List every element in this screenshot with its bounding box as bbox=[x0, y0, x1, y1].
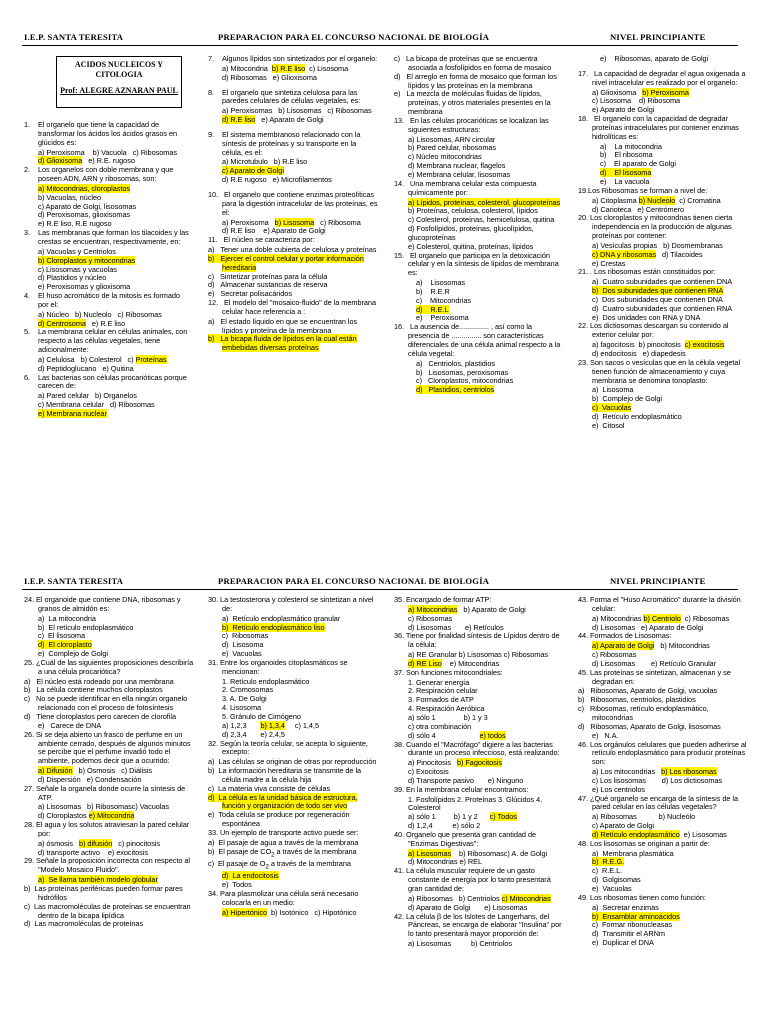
question-22: 22. Los dictiosomas descargan su contenido al exterior celular por: bbox=[578, 321, 729, 340]
column-6: 30. La testosterona y colesterol se sintetizan a nivel de: a) Retículo endoplasmático granular b) Retículo endoplasmático liso c) Ribosomas d) Lisosoma e) Vacuolas 31. Entre los organoides citoplasmáticos se mencionan: 1. Retículo endoplasmático 2. Cromosomas 3. A. De Golgi 4. Lisosoma 5. Gránulo de Cimógeno a) 1,2,3 b) 1,3,4 c) 1,4,5 d) 2,3,4 e) 2,4,5 32. Según la teoría celular, se acepta lo siguiente, excepto: a) Las células se originan de otras por reproducción b) La información hereditaria se transmite de la célula madre a la célula hija c) La materia viva consiste de células d) La célula es la unidad básica de estructura, función y organización de todo ser vivo e) Toda célula se produce por regeneración espontánea 33. Un ejemplo de transporte activo puede ser: a) El pasaje de agua a través de la membrana b) El pasaje de $CO_2$ a través de la membrana c) El pasaje de $O_2$ a través de la membrana d) La endocitosis e) Todos 34. Para plasmolizar una célula será necesario colocarla en un medio: a) Hipertónico b) Isotónico c) Hipotónico bbox=[208, 596, 380, 917]
level-label-2: NIVEL PRINCIPIANTE bbox=[610, 576, 706, 586]
header-rule-2 bbox=[22, 589, 738, 590]
question-6: 6. Las bacterias son células procarióticas porque carecen de: bbox=[24, 372, 187, 391]
question-2: 2. Los organelos con doble membrana y que poseen ADN, ARN y ribosomas, son: bbox=[24, 165, 174, 184]
question-12: 12. El modelo del "mosaico-fluido" de la membrana celular hace referencia a : bbox=[208, 298, 376, 316]
question-4: 4. El huso acromático de la mitosis es formado por el: bbox=[24, 291, 180, 309]
school-name-2: I.E.P. SANTA TERESITA bbox=[24, 576, 124, 586]
question-44: 44. Formados de Lisosomas: bbox=[578, 631, 672, 641]
question-38: 38. Cuando el "Macrófago" digiere a las bacterias durante un proceso infeccioso, está realizando: bbox=[394, 739, 560, 758]
column-4: e) Ribosomas, aparato de Golgi 17. La capacidad de degradar el agua oxigenada a nivel intracelular es realizado por el organelo: a) Glioxisoma b) Peroxisoma c) Lisosoma d) Ribosoma e) Aparato de Golgi 18. El organelo con la capacidad de degradar proteínas intracelulares por contener enzimas hidrolíticas es: a) La mitocondria b) El ribosoma c) El aparato de Golgi d) El lisosoma e) La vacuola 19.Los Ribosomas se forman a nivel de: a) Citoplasma b) Nucleolo c) Cromatina d) Carioteca e) Centrómero 20. Los cloroplastos y mitocondrias tienen cierta independencia en la producción de algunas proteínas por contener: a) Vesículas propias b) Dosmembranas c) DNA y ribosomas d) Tilacoides e) Crestas 21. . Los ribosomas están constituidos por: a) Cuatro subunidades que contienen DNA b) Dos subunidades que contienen RNA c) Dos subunidades que contienen DNA d) Cuatro subunidades que contienen RNA e) Dos unidades con RNA y DNA 22. Los dictiosomas descargan su contenido al exterior celular por: a) fagocitosis b) pinocitosis c) exocitosis d) endocitosis e) diapedesis 23. Son sacos o vesículas que en la célula vegetal tienen función de almacenamiento y cuya membrana se denomina tonoplasto: a) Lisosoma b) Complejo de Golgi c) Vacuolas d) Retículo endoplasmático e) Citosol bbox=[578, 55, 748, 431]
question-5: 5. La membrana celular en células animales, con respecto a las células vegetales, tiene adicionalmente: bbox=[24, 327, 188, 355]
question-7: 7. Algunos lípidos son sintetizados por el organelo: bbox=[208, 54, 378, 63]
question-47: 47. ¿Qué organelo se encarga de la síntesis de la pared celular en las células vegetales? bbox=[578, 793, 739, 812]
question-3: 3. Las membranas que forman los tilacoides y las crestas se encuentran, respectivamente, en: bbox=[24, 228, 189, 246]
question-36: 36. Tiene por finalidad síntesis de Lípidos dentro de la célula: bbox=[394, 631, 560, 650]
question-48: 48. Los lisosomas se originan a partir de: bbox=[578, 838, 710, 848]
question-35: 35. Encargado de formar ATP: bbox=[394, 595, 492, 604]
question-34: 34. Para plasmolizar una célula será necesario colocarla en un medio: bbox=[208, 888, 359, 907]
document-title: PREPARACION PARA EL CONCURSO NACIONAL DE BIOLOGÍA bbox=[218, 32, 490, 42]
question-41: 41. La célula muscular requiere de un gasto constante de energía por lo tanto presentará gran cantidad de: bbox=[394, 866, 551, 893]
school-name: I.E.P. SANTA TERESITA bbox=[24, 32, 124, 42]
title-box bbox=[56, 56, 182, 108]
question-43: 43. Forma el "Huso Acromático" durante la división celular: bbox=[578, 595, 741, 613]
question-11: 11. El núcleo se caracteriza por: bbox=[208, 235, 315, 245]
question-10: 10. El organelo que contiene enzimas proteolíticas para la digestión intracelular de las proteínas, es el: bbox=[208, 189, 378, 217]
question-17: 17. La capacidad de degradar el agua oxigenada a nivel intracelular es realizado por el organelo: bbox=[578, 68, 746, 87]
question-46: 46. Los orgánulos celulares que pueden adherirse al retículo endoplasmático para producir proteínas son: bbox=[578, 739, 747, 767]
question-23: 23. Son sacos o vesículas que en la célula vegetal tienen función de almacenamiento y cuya membrana se denomina tonoplasto: bbox=[578, 357, 741, 385]
level-label: NIVEL PRINCIPIANTE bbox=[610, 32, 706, 42]
question-16: 16. La ausencia de............... , así como la presencia de ............... son características diferenciales de una célula animal respecto a la célula vegetal: bbox=[394, 322, 561, 358]
question-45: 45. Las proteínas se sintetizan, almacenan y se degradan en: bbox=[578, 667, 731, 686]
question-13: 13. En las células procarióticas se localizan las siguientes estructuras: bbox=[394, 115, 549, 134]
column-8: 43. Forma el "Huso Acromático" durante la división celular: a) Mitocondrias b) Centriolo c) Ribosomas d) Lisosomas e) Aparato de Golgi 44. Formados de Lisosomas: a) Aparato de Golgi b) Mitocondrias c) Ribosomas d) Lisosomas e) Retículo Granular 45. Las proteínas se sintetizan, almacenan y se degradan en: a) Ribosomas, Aparato de Golgi, vacuolas b) Ribosomas, centriolos, plastidios c) Ribosomas, retículo endoplasmático, mitocondrias d) Ribosomas, Aparato de Golgi, lisosomas e) N.A. 46. Los orgánulos celulares que pueden adherirse al retículo endoplasmático para producir proteínas son: a) Los mitocondrias b) Los ribosomas c) Los lisosomas d) Los dictiosomas e) Los centriolos 47. ¿Qué organelo se encarga de la síntesis de la pared celular en las células vegetales? a) Ribosomas b) Nucleólo c) Aparato de Golgi d) Retículo endoplasmático e) Lisosomas 48. Los lisosomas se originan a partir de: a) Membrana plasmática b) R.E.G. c) R.E.L. d) Golgisomas e) Vacuolas 49. Los ribosomas tienen como función: a) Secretar enzimas b) Ensamblar aminoácidos c) Formar ribonucleasas d) Transmitir el ARNm e) Duplicar el DNA bbox=[578, 595, 747, 948]
document-title-2: PREPARACION PARA EL CONCURSO NACIONAL DE BIOLOGÍA bbox=[218, 576, 490, 586]
question-20: 20. Los cloroplastos y mitocondrias tienen cierta independencia en la producción de algunas proteínas por contener: bbox=[578, 213, 733, 241]
question-39: 39. En la membrana celular encontramos: bbox=[394, 784, 529, 794]
question-21: 21. . Los ribosomas están constituidos por: bbox=[578, 267, 716, 277]
question-30: 30. La testosterona y colesterol se sintetizan a nivel de: bbox=[208, 595, 374, 613]
column-2: 7. Algunos lípidos son sintetizados por el organelo: a) Mitocondria b) R.E liso c) Lisosoma d) Ribosomas e) Glioxisoma 8. El organelo que sintetiza celulosa para las paredes celulares de células vegetales, es: a) Peroxisomas b) Lisosomas c) Ribosomas d) R.E liso e) Aparato de Golgi 9. El sistema membranoso relacionado con la síntesis de proteínas y su transporte en la célula, es el: a) Microtubulo b) R.E liso c) Aparato de Golgi d) R.E rugoso e) Microfilamentos 10. El organelo que contiene enzimas proteolíticas para la digestión intracelular de las proteínas, es el: a) Peroxisoma b) Lisosoma c) Ribosoma d) R.E liso e) Aparato de Golgi 11. El núcleo se caracteriza por: a) Tener una doble cubierta de celulosa y proteínas b) Ejercer el control celular y portar información hereditaria c) Sintetizar proteínas para la célula d) Almacenar sustancias de reserva e) Secretar polisacáridos 12. El modelo del "mosaico-fluido" de la membrana celular hace referencia a : a) El estado líquido en que se encuentran los lípidos y proteína de la membrana b) La bicapa fluida de lípidos en la cual están embebidas diversas proteínas bbox=[208, 54, 378, 353]
question-8: 8. El organelo que sintetiza celulosa para las paredes celulares de células vegetales, es: bbox=[208, 87, 361, 106]
column-5: 24. El organoide que contiene DNA, ribosomas y granos de almidón es: a) La mitocondria b) El retículo endoplasmático c) El lisosoma d) El cloroplasto e) Complejo de Golgi 25. ¿Cuál de las siguientes proposiciones describiría a una célula procariótica? a) El núcleo está rodeado por una membrana b) La célula contiene muchos cloroplastos c) No se puede identificar en ella ningún organelo relacionado con el proceso de fotosíntesis d) Tiene cloroplastos pero carecen de clorofila e) Carece de DNA 26. Si se deja abierto un frasco de perfume en un ambiente cerrado, después de algunos minutos se percibe que el perfume invadió todo el ambiente, podemos decir que a ocurrido: a) Difusión b) Ósmosis c) Diálisis d) Dispersión e) Condensación 27. Señale la organela donde ocurre la síntesis de ATP. a) Lisosomas b) Ribosomasc) Vacuolas d) Cloroplastos e) Mitocondria 28. El agua y los solutos atraviesan la pared celular por: a) ósmosis b) difusión c) pinocitosis d) transporte activo e) exocitosis 29. Señale la proposición incorrecta con respecto al "Modelo Mosaico Fluido". a) Se llama también modelo globular b) Las proteínas periféricas pueden formar pares hidrófilos c) Las macromoléculas de proteínas se encuentran dentro de la bicapa lipídica d) Las macromoléculas de proteínas bbox=[24, 596, 196, 929]
column-1: 1. El organelo que tiene la capacidad de transformar los ácidos los ácidos grasos en glúcidos es: a) Peroxisoma b) Vacuola c) Ribosomas d) Glioxisoma e) R.E. rugoso 2. Los organelos con doble membrana y que poseen ADN, ARN y ribosomas, son: a) Mitocondrias, cloroplastos b) Vacuolas, núcleo c) Aparato de Golgi, lisosomas d) Peroxisomas, glioxisomas e) R.E liso, R.E rugoso 3. Las membranas que forman los tilacoides y las crestas se encuentran, respectivamente, en: a) Vacuolas y Centriolos b) Cloroplastos y mitocondrias c) Lisosomas y vacuolas d) Plastidios y núcleo e) Peroxisomas y glioxisoma 4. El huso acromático de la mitosis es formado por el: a) Núcleo b) Nucleolo c) Ribosomas d) Centrosoma e) R.E liso 5. La membrana celular en células animales, con respecto a las células vegetales, tiene adicionalmente: a) Celulosa b) Colesterol c) Proteínas d) Peptidoglucano e) Quitina 6. Las bacterias son células procarióticas porque carecen de: a) Pared celular b) Organelos c) Membrana celular d) Ribosomas e) Membrana nuclear bbox=[24, 121, 192, 419]
box-title: ACIDOS NUCLEICOS Y CITOLOGIA bbox=[74, 60, 164, 79]
question-18: 18. El organelo con la capacidad de degradar proteínas intracelulares por contener enzimas hidrolíticas es: bbox=[578, 114, 739, 141]
question-37: 37. Son funciones mitocondriales: bbox=[394, 667, 503, 677]
question-1: 1. El organelo que tiene la capacidad de transformar los ácidos los ácidos grasos en glúcidos es: bbox=[24, 120, 178, 147]
question-24: 24. El organoide que contiene DNA, ribosomas y granos de almidón es: bbox=[24, 595, 181, 613]
question-42: 42. La célula β de los Islotes de Langerhans, del Páncreas, se encarga de elaborar "Insulina" por lo tanto presentará mayor proporción de: bbox=[394, 911, 562, 939]
question-26: 26. Si se deja abierto un frasco de perfume en un ambiente cerrado, después de algunos minutos se percibe que el perfume invadió todo el ambiente, podemos decir que a ocurrido: bbox=[24, 729, 191, 766]
question-32: 32. Según la teoría celular, se acepta lo siguiente, excepto: bbox=[208, 738, 368, 757]
question-19: 19.Los Ribosomas se forman a nivel de: bbox=[578, 185, 708, 195]
question-31: 31. Entre los organoides citoplasmáticos se mencionan: bbox=[208, 657, 348, 676]
question-28: 28. El agua y los solutos atraviesan la pared celular por: bbox=[24, 820, 190, 838]
question-40: 40. Organelo que presenta gran cantidad de "Enzimas Digestivas": bbox=[394, 829, 537, 848]
column-3: c) La bicapa de proteínas que se encuentra asociada a fosfolípidos en forma de mosaico d) El arreglo en forma de mosaico que forman los lípidos y las proteínas en la membrana e) La mezcla de moléculas fluidas de lípidos, proteínas, y otros materiales presentes en la membrana 13. En las células procarióticas se localizan las siguientes estructuras: a) Lisosomas, ARN circular b) Pared celular, ribosomas c) Núcleo mitocondrias d) Membrana nuclear, flagelos e) Membrana celular, lisosomas 14. Una membrana celular esta compuesta químicamente por: a) Lípidos, proteínas, colesterol, glucoproteínas b) Proteínas, celulosa, colesterol, lípidos c) Colesterol, proteínas, hemicelulosa, quitina d) Fosfolípidos, proteínas, glucolípidos, glucoproteínas e) Colesterol, quitina, proteínas, lípidos 15. El organelo que participa en la detoxicación celular y en la síntesis de lípidos de membrana es: a) Lisosomas b) R.E.R c) Mitocondrias d) R.E.L e) Peroxisoma 16. La ausencia de............... , así como la presencia de ............... son características diferenciales de una célula animal respecto a la célula vegetal: a) Centriolos, plastidios b) Lisosomas, peroxisomas c) Cloroplastos, mitocondrias d) Plastidios, centriolos bbox=[394, 55, 564, 395]
question-15: 15. El organelo que participa en la detoxicación celular y en la síntesis de lípidos de membrana es: bbox=[394, 250, 559, 278]
question-14: 14. Una membrana celular esta compuesta químicamente por: bbox=[394, 178, 537, 197]
column-7: 35. Encargado de formar ATP: a) Mitocondrias b) Aparato de Golgi c) Ribosomas d) Lisosomas e) Retículos 36. Tiene por finalidad síntesis de Lípidos dentro de la célula: a) RE Granular b) Lisosomas c) Ribosomas d) RE Liso e) Mitocondrias 37. Son funciones mitocondriales: 1. Generar energía 2. Respiración celular 3. Formados de ATP 4. Respiración Aeróbica a) sólo 1 b) 1 y 3 c) otra combinación d) sólo 4 e) todos 38. Cuando el "Macrófago" digiere a las bacterias durante un proceso infeccioso, está realizando: a) Pinocitosis b) Fagocitosis c) Exocitosis d) Transporte pasivo e) Ninguno 39. En la membrana celular encontramos: 1. Fosfolípidos 2. Proteínas 3. Glúcidos 4. Colesterol a) sólo 1 b) 1 y 2 c) Todos d) 1,2,4 e) sólo 2 40. Organelo que presenta gran cantidad de "Enzimas Digestivas": a) Lisosomas b) Ribosomasc) A. de Golgi d) Mitocondrias e) REL 41. La célula muscular requiere de un gasto constante de energía por lo tanto presentará gran cantidad de: a) Ribosomas b) Centriolos c) Mitocondrias d) Aparato de Golgi e) Lisosomas 42. La célula β de los Islotes de Langerhans, del Páncreas, se encarga de elaborar "Insulina" por lo tanto presentará mayor proporción de: a) Lisosomas b) Centriolos bbox=[394, 596, 566, 949]
question-49: 49. Los ribosomas tienen como función: bbox=[578, 892, 706, 902]
box-author: Prof: ALEGRE AZNARAN PAUL bbox=[60, 86, 178, 95]
header-rule bbox=[22, 45, 738, 46]
question-25: 25. ¿Cuál de las siguientes proposiciones describiría a una célula procariótica? bbox=[24, 657, 194, 676]
question-33: 33. Un ejemplo de transporte activo puede ser: bbox=[208, 827, 359, 837]
question-29: 29. Señale la proposición incorrecta con respecto al "Modelo Mosaico Fluido". bbox=[24, 856, 190, 875]
question-9: 9. El sistema membranoso relacionado con la síntesis de proteínas y su transporte en la célula, es el: bbox=[208, 129, 361, 157]
question-27: 27. Señale la organela donde ocurre la síntesis de ATP. bbox=[24, 783, 186, 802]
